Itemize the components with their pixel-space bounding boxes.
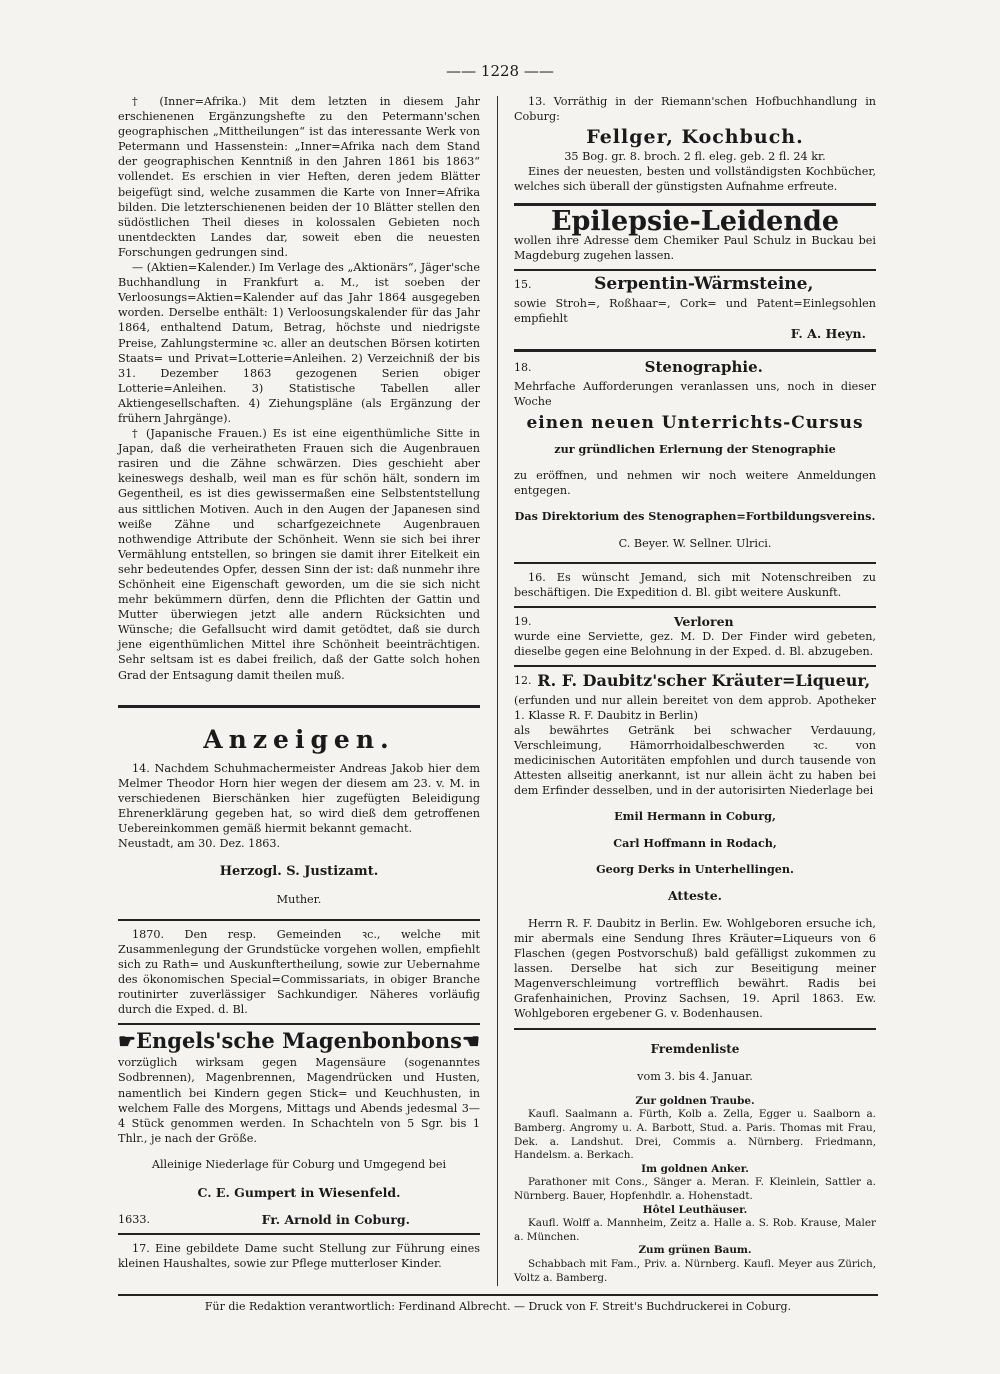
ad-13-price: 35 Bog. gr. 8. broch. 2 fl. eleg. geb. 2 fl. 24 kr. [564,150,826,164]
divider [514,665,876,667]
footer-imprint [118,1294,878,1313]
divider [118,1023,480,1025]
fremdenliste-title: Fremdenliste [650,1041,740,1056]
ad-18-title: Stenographie. [644,358,763,377]
section-heading-anzeigen: Anzeigen. [203,724,395,754]
pointing-hand-icon: ☚ [462,1029,480,1054]
ad-15-number: 15. [514,277,532,291]
hotel-heading: Hôtel Leuthäuser. [642,1203,748,1216]
ad-18-organisation: Das Direktorium des Stenographen=Fortbildungsvereins. [514,509,876,524]
article-inner-afrika: † (Inner=Afrika.) Mit dem letzten in diesem Jahr erschienenen Ergänzungshefte zu den Petermann'schen geographischen „Mittheilungen“ ist das interessante Werk von Petermann und Hassenstein: „Inner=Afrika nach dem Stand der geographischen Kenntniß in den Jahren 1861 bis 1863“ vollendet. Es erschien in vier Heften, deren jedem Blätter beigefügt sind, welche zusammen die Karte von Inner=Afrika bilden. Die letzterschienenen beiden der 10 Blätter stellen den südöstlichen Theil dieses in kolossalen Gebieten noch unentdeckten Landes dar, soweit eben die neuesten Forschungen gedrungen sind. [118,95,480,259]
ad-engels-title-text: Engels'sche Magenbonbons [135,1028,462,1054]
ad-engels-text: vorzüglich wirksam gegen Magensäure (sogenanntes Sodbrennen), Magenbrennen, Magendrücken und Husten, namentlich bei Kindern gegen Stick= und Keuchhusten, in welchem Falle des Morgens, Mittags und Abends jedesmal 3—4 Stück genommen werden. In Schachteln von 5 Sgr. bis 1 Thlr., je nach der Größe. [118,1056,480,1145]
article-aktien-kalender: — (Aktien=Kalender.) Im Verlage des „Aktionärs“, Jäger'sche Buchhandlung in Frankfurt a. M., ist soeben der Verloosungs=Aktien=Kalender auf das Jahr 1864 ausgegeben worden. Derselbe enthält: 1) Verloosungskalender für das Jahr 1864, enthaltend Datum, Betrag, höchste und niedrigste Preise, Zahlungstermine ꝛc. aller an deutschen Börsen kotirten Staats= und Privat=Lotterie=Anleihen. 2) Verzeichniß der bis 31. Dezember 1863 gezogenen Serien obiger Lotterie=Anleihen. 3) Statistische Tabellen aller Aktiengesellschaften. 4) Ziehungspläne (als Ergänzung der frühern Jahrgänge). [118,261,480,425]
left-column [118,94,480,1272]
ad-15-title: Serpentin-Wärmsteine, [594,273,814,294]
ad-12-seller-2: Carl Hoffmann in Rodach, [613,835,777,850]
ad-16-text: 16. Es wünscht Jemand, sich mit Notenschreiben zu beschäftigen. Die Expedition d. Bl. gibt weitere Auskunft. [514,571,876,600]
ad-19-number: 19. [514,615,532,629]
ad-12-seller-3: Georg Derks in Unterhellingen. [596,861,794,876]
page-number-value: 1228 [480,62,520,80]
divider [514,349,876,352]
ad-18-names: C. Beyer. W. Sellner. Ulrici. [618,536,772,550]
atteste-title: Atteste. [667,888,723,904]
ad-engels-seller-2: Fr. Arnold in Coburg. [261,1212,410,1228]
right-column [514,94,876,1285]
ad-12-title: R. F. Daubitz'scher Kräuter=Liqueur, [537,671,871,691]
pointing-hand-icon: ☛ [118,1029,136,1054]
ad-19-title-row [514,614,876,629]
ad-13-text: 13. Vorräthig in der Riemann'schen Hofbuchhandlung in Coburg: [514,95,876,124]
ad-engels-seller-1: C. E. Gumpert in Wiesenfeld. [197,1184,401,1200]
ad-19-text: wurde eine Serviette, gez. M. D. Der Finder wird gebeten, dieselbe gegen eine Belohnung in der Exped. d. Bl. abzugeben. [514,630,876,659]
ad-13-title: Fellger, Kochbuch. [586,126,804,149]
atteste-text: Herrn R. F. Daubitz in Berlin. Ew. Wohlgeboren ersuche ich, mir abermals eine Sendung Ihres Kräuter=Liqueurs von 6 Flaschen (gegen Postvorschuß) bald gefälligst zukommen zu lassen. Derselbe hat sich zur Beseitigung meiner Magenverschleimung vortrefflich bewährt. Radis bei Grafenhainichen, Provinz Sachsen, 19. April 1863. Ew. Wohlgeboren ergebener G. v. Bodenhausen. [514,916,876,1021]
divider [118,919,480,921]
ad-18-text-2: zu eröffnen, und nehmen wir noch weitere Anmeldungen entgegen. [514,469,876,498]
ad-12-title-row [514,671,876,691]
ad-engels-title [118,1028,480,1054]
hotel-heading: Im goldnen Anker. [641,1162,749,1175]
ad-12-seller-1: Emil Hermann in Coburg, [614,809,776,824]
article-japanische-frauen: † (Japanische Frauen.) Es ist eine eigenthümliche Sitte in Japan, daß die verheiratheten Frauen sich die Augenbrauen rasiren und die Zähne schwärzen. Dies geschieht aber keineswegs deshalb, weil man es für schön hält, sondern im Gegentheil, es ist dies gewissermaßen eine Selbstentstellung aus sittlichen Motiven. Auch in den Augen der Japanesen sind weiße Zähne und scharfgezeichnete Augenbrauen nothwendige Attribute der Schönheit. Wenn sie sich bei ihrer Vermählung entstellen, so bringen sie damit ihrer Eitelkeit ein sehr bedeutendes Opfer, dessen Sinn der ist: daß nunmehr ihre Schönheit eine Eigenschaft geworden, um die sie sich nicht mehr bekümmern dürfen, denn die Pflichten der Gattin und Mutter überwiegen jetzt alle andern Rücksichten und Wünsche; die Gefallsucht wird damit getödtet, daß sie durch jene eigenthümlichen Mittel ihre Schönheit beeinträchtigen. Sehr seltsam ist es dabei freilich, daß der Gatte solch hohen Grad der Entsagung damit theilen muß. [118,427,480,682]
ad-18-text-1: Mehrfache Aufforderungen veranlassen uns, noch in dieser Woche [514,380,876,409]
ad-14-text: 14. Nachdem Schuhmachermeister Andreas Jakob hier dem Melmer Theodor Horn hier wegen der diesem am 23. v. M. in verschiedenen Bierschänken hier zugefügten Beleidigung Ehrenerklärung gegeben hat, so wird dieß dem getroffenen Uebereinkommen gemäß hiermit bekannt gemacht. [118,761,480,836]
ad-13-description: Eines der neuesten, besten und vollständigsten Kochbücher, welches sich überall der günstigsten Aufnahme erfreute. [514,165,876,194]
ad-18-title-row [514,360,876,375]
ad-18-course: einen neuen Unterrichts-Cursus [526,412,864,433]
hotel-heading: Zur goldnen Traube. [635,1094,755,1107]
hotel-guests: Kaufl. Saalmann a. Fürth, Kolb a. Zella, Egger u. Saalborn a. Bamberg. Angromy u. A. Barbott, Stud. a. Paris. Thomas mit Frau, Dek. a. Landshut. Drei, Commis a. Nürnberg. Friedmann, Handelsm. a. Berkach. [514,1108,876,1162]
ad-epilepsie-title: Epilepsie-Leidende [550,205,840,237]
ad-18-subtitle: zur gründlichen Erlernung der Stenographie [554,441,836,456]
ad-18-number: 18. [514,361,532,375]
ad-12-number: 12. [514,674,532,688]
fremdenliste-date: vom 3. bis 4. Januar. [637,1069,753,1083]
ad-engels-sale: Alleinige Niederlage für Coburg und Umgegend bei [151,1158,447,1172]
hotel-guests: Parathoner mit Cons., Sänger a. Meran. F. Kleinlein, Sattler a. Nürnberg. Bauer, Hopfenhdlr. a. Hohenstadt. [514,1176,876,1203]
divider [118,1294,878,1296]
divider [514,1028,876,1030]
hotel-heading: Zum grünen Baum. [638,1244,752,1257]
ad-12-text-1: (erfunden und nur allein bereitet von dem approb. Apotheker 1. Klasse R. F. Daubitz in Berlin) [514,693,876,722]
ad-19-title: Verloren [673,614,734,630]
ad-14-signature: Herzogl. S. Justizamt. [219,864,379,880]
ad-15-title-row [514,273,876,294]
page-number: —— 1228 —— [446,62,554,80]
divider [118,705,480,708]
divider [514,606,876,608]
ad-engels-number: 1633. [118,1213,151,1227]
hotel-guests: Kaufl. Wolff a. Mannheim, Zeitz a. Halle a. S. Rob. Krause, Maler a. München. [514,1217,876,1243]
footer-text: Für die Redaktion verantwortlich: Ferdinand Albrecht. — Druck von F. Streit's Buchdruckerei in Coburg. [204,1300,792,1313]
ad-15-text: sowie Stroh=, Roßhaar=, Cork= und Patent=Einlegsohlen empfiehlt [514,296,876,326]
ad-engels-seller-row [118,1212,480,1227]
ad-14-date: Neustadt, am 30. Dez. 1863. [118,837,281,851]
divider [514,562,876,564]
ad-17-text: 17. Eine gebildete Dame sucht Stellung zur Führung eines kleinen Haushaltes, sowie zur Pflege mutterloser Kinder. [118,1242,480,1271]
ad-epilepsie-text: wollen ihre Adresse dem Chemiker Paul Schulz in Buckau bei Magdeburg zugehen lassen. [514,233,876,262]
hotel-guests: Schabbach mit Fam., Priv. a. Nürnberg. Kaufl. Meyer aus Zürich, Voltz a. Bamberg. [514,1258,876,1284]
ad-14-signature-name: Muther. [276,893,322,907]
ad-15-signature: F. A. Heyn. [790,326,866,342]
fremdenliste [514,1095,876,1285]
column-divider [497,96,498,1286]
divider [514,269,876,271]
divider [118,1233,480,1235]
ad-1870-text: 1870. Den resp. Gemeinden ꝛc., welche mit Zusammenlegung der Grundstücke vorgehen wollen, empfiehlt sich zu Rath= und Auskunftertheilung, sowie zur Uebernahme des ökonomischen Special=Commissariats, in obiger Branche routinirter zuverlässiger Sachkundiger. Näheres vorläufig durch die Exped. d. Bl. [118,927,480,1017]
ad-12-text-2: als bewährtes Getränk bei schwacher Verdauung, Verschleimung, Hämorrhoidalbeschwerden ꝛc. von medicinischen Autoritäten empfohlen und durch tausende von Attesten allseitig anerkannt, ist nur allein ächt zu haben bei dem Erfinder desselben, und in der autorisirten Niederlage bei [514,723,876,798]
